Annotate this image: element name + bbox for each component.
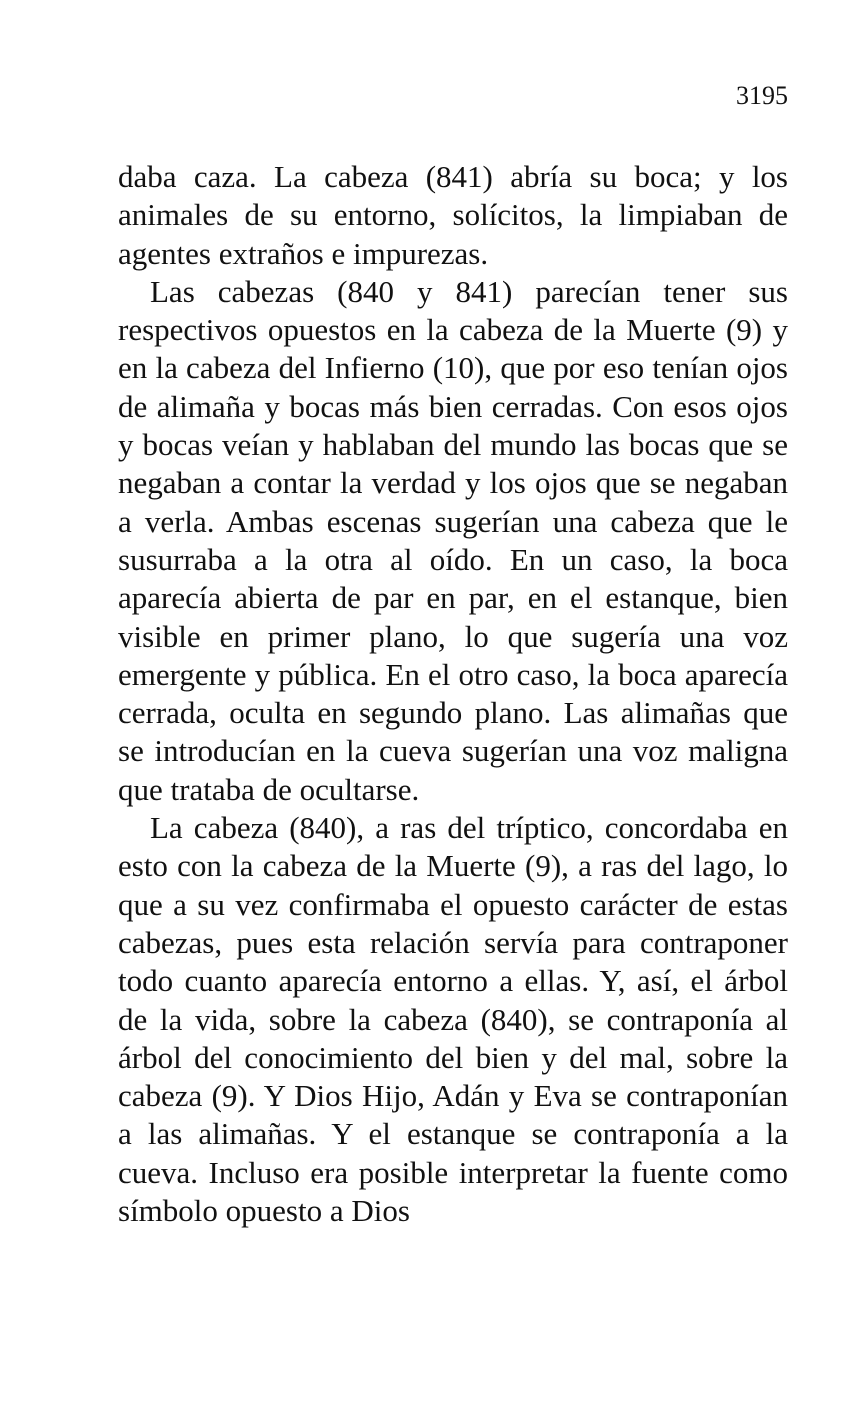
text-body [118,158,788,1230]
page-number: 3195 [736,81,788,110]
paragraph-opposite-heads: Las cabezas (840 y 841) parecían tener sus respectivos opuestos en la cabeza de la Muerte (9) y en la cabeza del Infierno (10), que por eso tenían ojos de alimaña y bocas más bien cerradas. Con esos ojos y bocas veían y hablaban del mundo las bocas que se negaban a contar la verdad y los ojos que se negaban a verla. Ambas escenas sugerían una cabeza que le susurraba a la otra al oído. En un caso, la boca aparecía abierta de par en par, en el estanque, bien visible en primer plano, lo que sugería una voz emergente y pública. En el otro caso, la boca aparecía cerrada, oculta en segundo plano. Las alimañas que se introducían en la cueva sugerían una voz maligna que trataba de ocultarse. [118,273,788,807]
paragraph-triptych-head: La cabeza (840), a ras del tríptico, concordaba en esto con la cabeza de la Muerte (9), a ras del lago, lo que a su vez confirmaba el opuesto carácter de estas cabezas, pues esta relación servía para contraponer todo cuanto aparecía entorno a ellas. Y, así, el árbol de la vida, sobre la cabeza (840), se contraponía al árbol del conocimiento del bien y del mal, sobre la cabeza (9). Y Dios Hijo, Adán y Eva se contraponían a las alimañas. Y el estanque se contraponía a la cueva. Incluso era posible interpretar la fuente como símbolo opuesto a Dios [118,810,788,1229]
paragraph-continuation: daba caza. La cabeza (841) abría su boca; y los animales de su entorno, solícitos, la limpiaban de agentes extraños e impurezas. [118,159,788,271]
